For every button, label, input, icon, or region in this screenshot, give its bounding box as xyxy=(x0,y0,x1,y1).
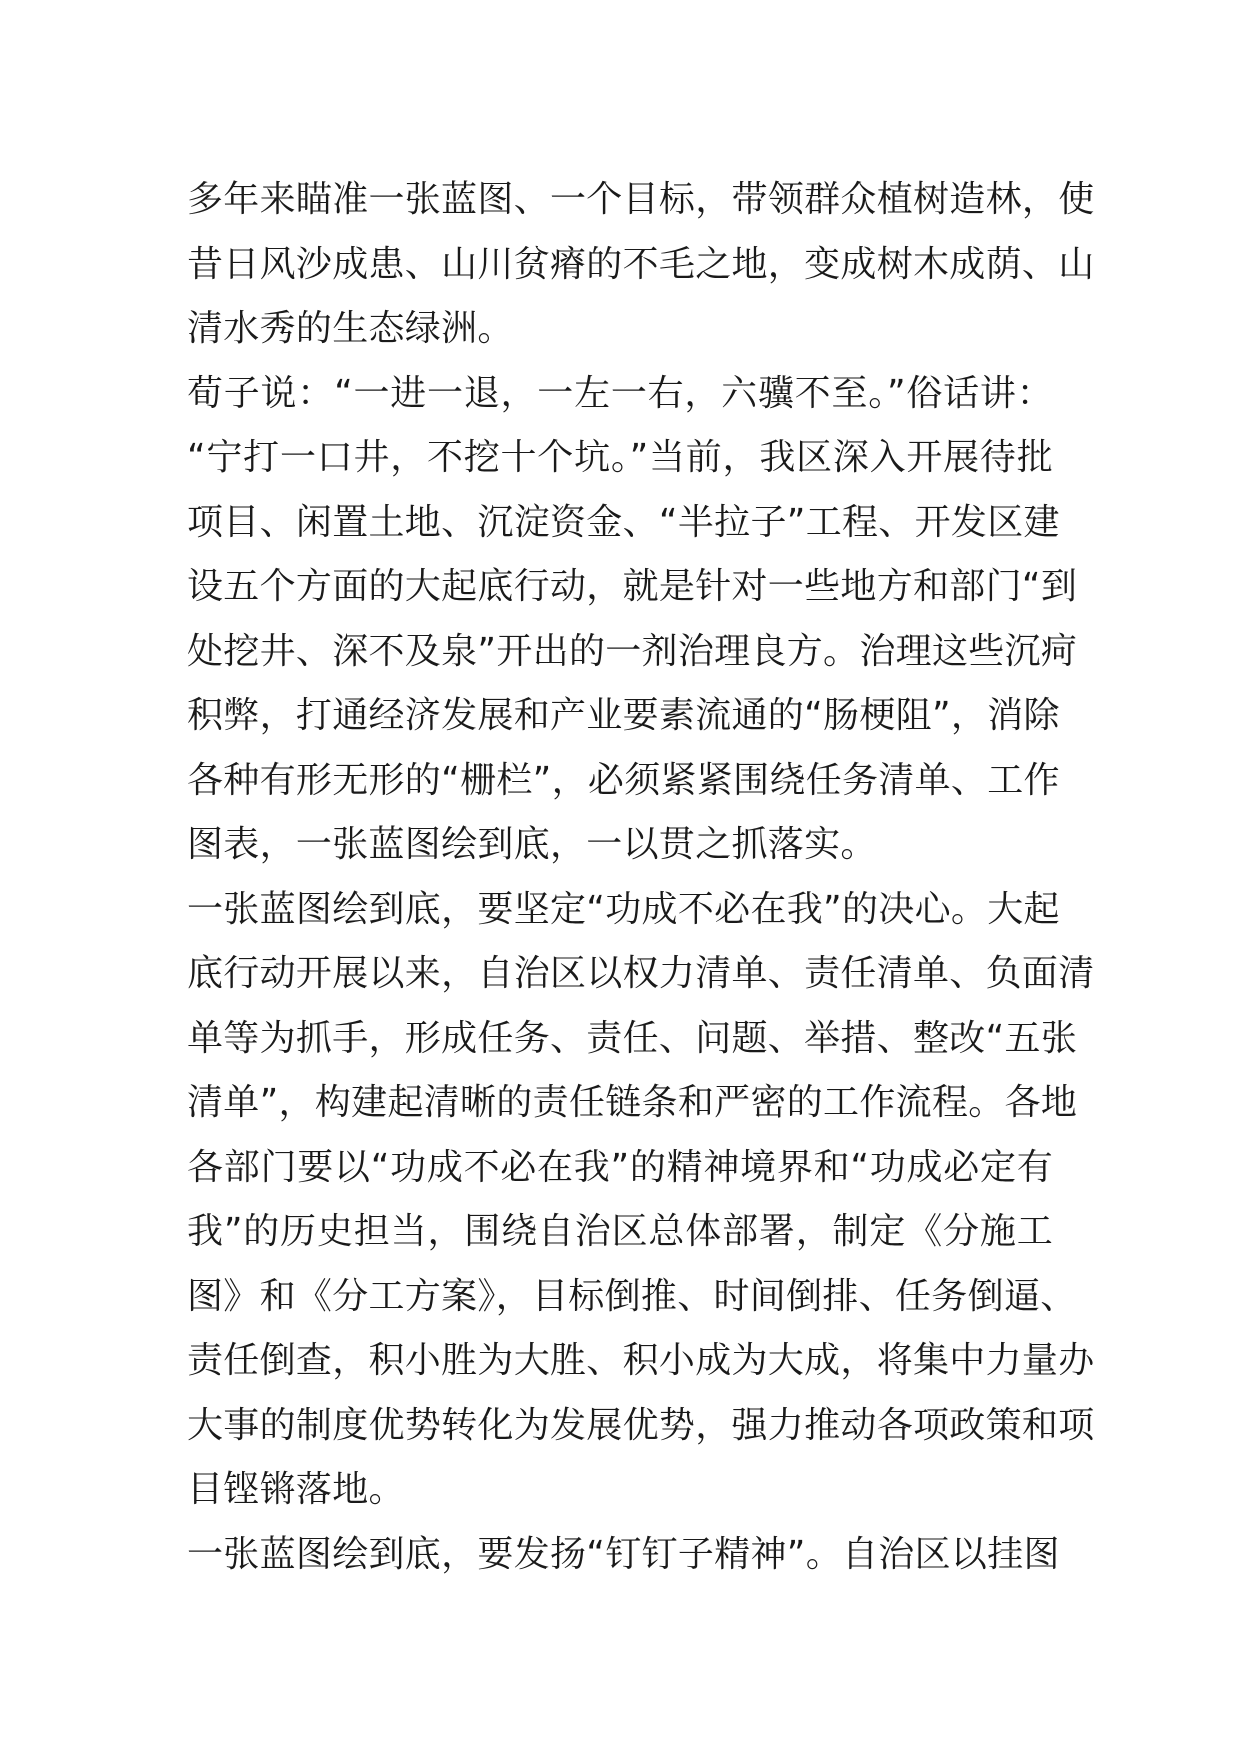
paragraph-1 xyxy=(187,168,1095,362)
text-line: 目铿锵落地。 xyxy=(187,1469,405,1510)
text-line: 设五个方面的大起底行动，就是针对一些地方和部门“到 xyxy=(187,566,1078,607)
text-line: 底行动开展以来，自治区以权力清单、责任清单、负面清 xyxy=(187,953,1095,994)
text-line: 积弊，打通经济发展和产业要素流通的“肠梗阻”，消除 xyxy=(187,695,1060,736)
text-line: 各种有形无形的“栅栏”，必须紧紧围绕任务清单、工作 xyxy=(187,759,1060,801)
text-line: 荀子说：“一进一退，一左一右，六骥不至。”俗话讲： xyxy=(187,372,1053,414)
text-line: 项目、闲置土地、沉淀资金、“半拉子”工程、开发区建 xyxy=(187,501,1060,543)
text-line: 昔日风沙成患、山川贫瘠的不毛之地，变成树木成荫、山 xyxy=(187,243,1095,285)
paragraph-3 xyxy=(187,878,1095,1523)
body-text xyxy=(187,168,1095,1587)
text-line: 一张蓝图绘到底，要发扬“钉钉子精神”。自治区以挂图 xyxy=(187,1533,1060,1575)
text-line: 各部门要以“功成不必在我”的精神境界和“功成必定有 xyxy=(187,1146,1053,1188)
text-line: 我”的历史担当，围绕自治区总体部署，制定《分施工 xyxy=(187,1211,1053,1252)
text-line: 图》和《分工方案》，目标倒推、时间倒排、任务倒逼、 xyxy=(187,1275,1077,1317)
text-line: 清单”，构建起清晰的责任链条和严密的工作流程。各地 xyxy=(187,1082,1078,1123)
paragraph-2 xyxy=(187,362,1078,878)
text-line: 清水秀的生态绿洲。 xyxy=(187,308,514,349)
text-line: 责任倒查，积小胜为大胜、积小成为大成，将集中力量办 xyxy=(187,1340,1095,1381)
text-line: 大事的制度优势转化为发展优势，强力推动各项政策和项 xyxy=(187,1404,1095,1446)
text-line: 多年来瞄准一张蓝图、一个目标，带领群众植树造林，使 xyxy=(187,179,1095,220)
text-line: 处挖井、深不及泉”开出的一剂治理良方。治理这些沉疴 xyxy=(187,630,1078,672)
text-line: 图表，一张蓝图绘到底，一以贯之抓落实。 xyxy=(187,824,877,865)
text-line: “宁打一口井，不挖十个坑。”当前，我区深入开展待批 xyxy=(187,437,1053,478)
text-line: 单等为抓手，形成任务、责任、问题、举措、整改“五张 xyxy=(187,1017,1078,1059)
text-line: 一张蓝图绘到底，要坚定“功成不必在我”的决心。大起 xyxy=(187,888,1060,930)
paragraph-4 xyxy=(187,1523,1060,1588)
